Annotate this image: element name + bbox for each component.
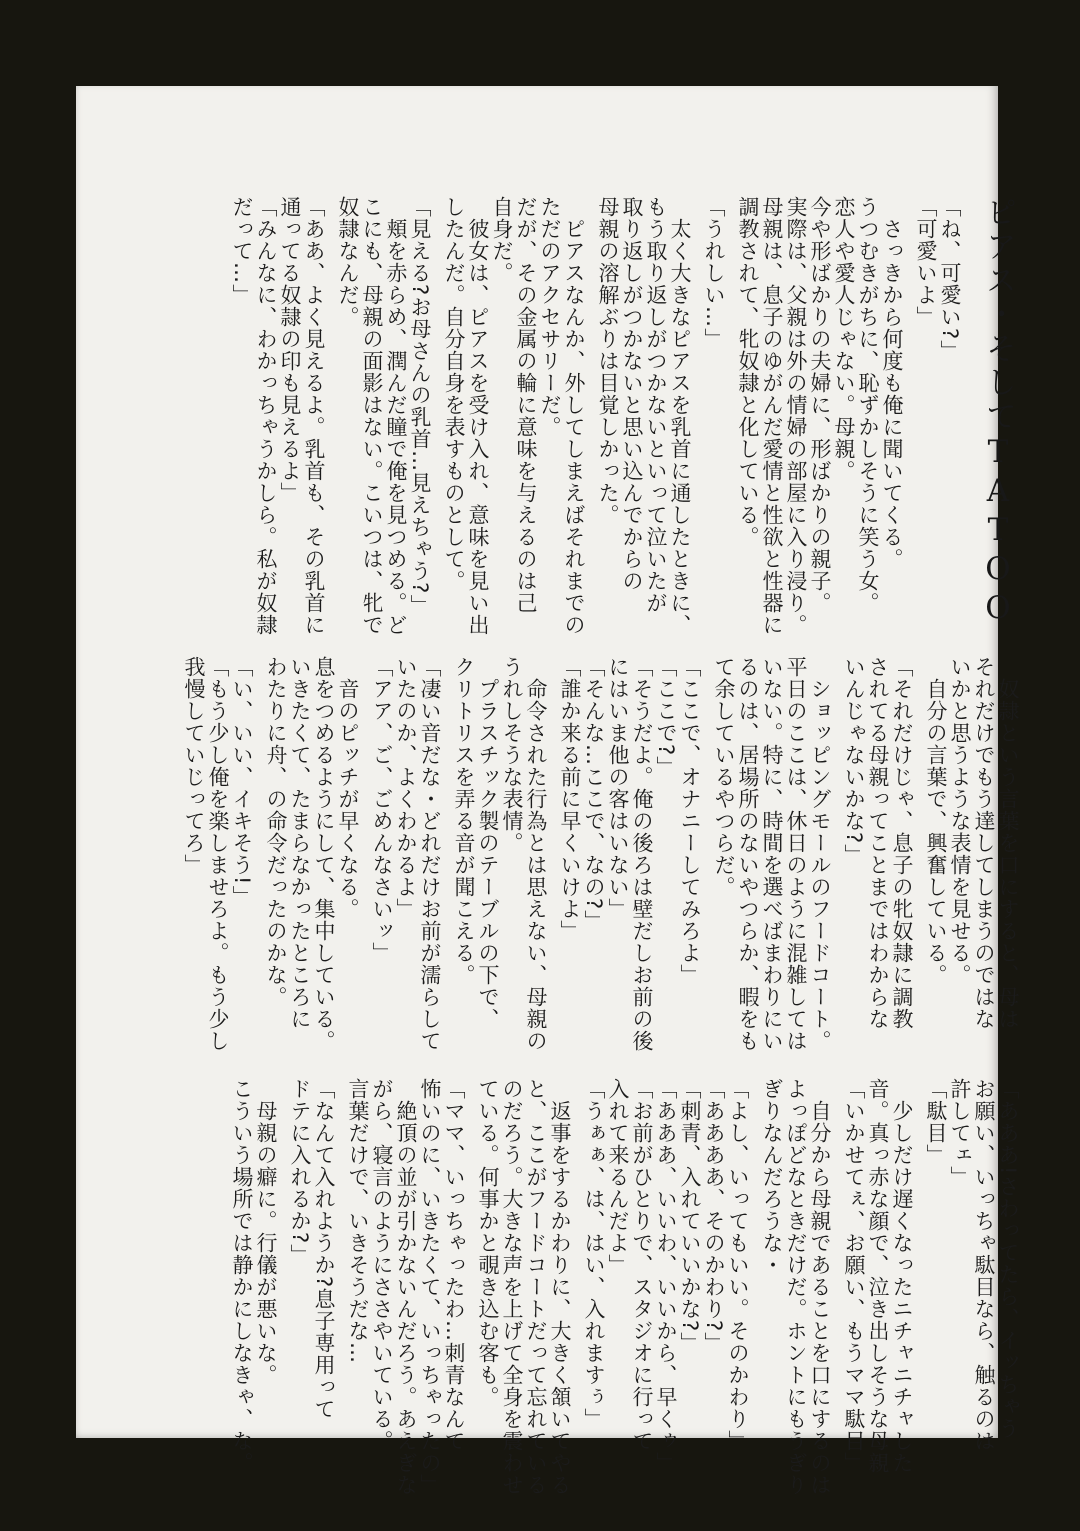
text-band-bottom (172, 1078, 1020, 1516)
text-column: うつむきがちに、恥ずかしそうに笑う女。 (856, 196, 880, 614)
text-column: 「なんて入れようか?息子専用って (312, 1078, 336, 1421)
text-column: 実際は、父親は外の情婦の部屋に入り浸り。 (784, 196, 808, 636)
text-column: 「そうだよ。俺の後ろは壁だしお前の後 (630, 656, 654, 1052)
text-column: 彼女は、ピアスを受け入れ、意味を見い出 (466, 218, 490, 636)
text-column: 「お前がひとりで、スタジオに行って (630, 1078, 654, 1452)
paper-page (76, 86, 1020, 1496)
text-column: 我慢していじってろ」 (182, 656, 206, 876)
text-column: クリトリスを弄る音が聞こえる。 (452, 656, 476, 986)
text-column: 「刺青、入れていいかな?」 (678, 1078, 702, 1355)
text-column: 調教されて、牝奴隷と化している。 (736, 196, 760, 548)
text-column: て余しているやつらだ。 (712, 656, 736, 898)
text-column: 返事をするかわりに、大きく頷いてやる (548, 1100, 572, 1496)
text-column: 「アア、ご、ごめんなさいッ」 (370, 656, 394, 964)
text-column: ぎりなんだろうな・ (760, 1078, 784, 1276)
text-column: 太く大きなピアスを乳首に通したときに、 (668, 218, 692, 636)
text-column: 母親の癖に。行儀が悪いな。 (254, 1100, 278, 1386)
text-column: にはいま他の客はいない」 (606, 656, 630, 920)
text-column: 命令された行為とは思えない、母親の (524, 678, 548, 1052)
text-column: 平日のここは、休日のように混雑しては (784, 656, 808, 1052)
text-column: 音。真っ赤な顔で、泣き出しそうな母親 (866, 1078, 890, 1474)
text-column: ドテに入れるか?」 (288, 1078, 312, 1267)
text-column: 自分の言葉で、興奮している。 (924, 678, 948, 986)
text-column: 息をつめるようにして、集中している。 (312, 656, 336, 1052)
text-column: 自分から母親であることを口にするのは (808, 1100, 832, 1496)
text-column: いない。特に、時間を選べばまわりにい (760, 656, 784, 1052)
text-column: ている。何事かと覗き込む客も。 (476, 1078, 500, 1408)
text-column: 「みんなに、わかっちゃうかしら。私が奴隷 (254, 196, 278, 636)
text-column: こういう場所では静かにしなきゃ、な。 (230, 1078, 254, 1474)
text-column: のだろう。大きな声を上げて全身を震わせ (500, 1078, 524, 1496)
text-column: ただのアクセサリーだ。 (538, 196, 562, 438)
text-band-middle (172, 656, 1020, 1070)
text-column: 「あああ!さわってたら、イッちゃう (996, 1078, 1020, 1440)
text-column: それだけでもう達してしまうのではな (972, 656, 996, 1030)
text-column: 「いかせてぇ、お願い、もうママ駄目」 (842, 1078, 866, 1474)
text-column: 許してェ」 (948, 1078, 972, 1188)
text-column: だって…」 (230, 196, 254, 306)
text-column: 恋人や愛人じゃない。母親。 (832, 196, 856, 482)
page-content (172, 196, 1020, 1522)
text-column: 「もう少し俺を楽しませろよ。もう少し (206, 656, 230, 1052)
text-column: よっぽどなときだけだ。ホントにもうぎり (784, 1078, 808, 1496)
text-column: いかと思うような表情を見せる。 (948, 656, 972, 986)
text-column: わたりに舟、の命令だったのかな。 (264, 656, 288, 1008)
text-column: いんじゃないかな?」 (842, 656, 866, 867)
text-column: 「ここで、オナニーしてみろよ」 (678, 656, 702, 986)
text-column: ピアスなんか、外してしまえばそれまでの (562, 218, 586, 636)
text-column: 今や形ばかりの夫婦に、形ばかりの親子。 (808, 196, 832, 614)
text-column: もう取り返しがつかないといって泣いたが (644, 196, 668, 614)
text-column: さっきから何度も俺に聞いてくる。 (880, 218, 904, 570)
text-column: 自身だ。 (490, 196, 514, 284)
text-column: と、ここがフードコートだって忘れている (524, 1078, 548, 1496)
text-column: 「見える?お母さんの乳首…見えちゃう?」 (408, 196, 432, 617)
text-column: 奴隷なんだ。 (336, 196, 360, 328)
text-column: だが、その金属の輪に意味を与えるのは己 (514, 196, 538, 614)
text-column: 母親は、息子のゆがんだ愛情と性欲と性器に (760, 196, 784, 636)
text-column: 怖いのに、いきたくて、いっちゃったの」 (418, 1078, 442, 1496)
text-column: ショッピングモールのフードコート。 (808, 678, 832, 1052)
text-band-top (172, 196, 1020, 648)
text-column: こにも、母親の面影はない。こいつは、牝で (360, 196, 384, 636)
text-column: 「ママ、いっちゃったわ…刺青なんて (442, 1078, 466, 1452)
text-column: 「うれしい…」 (702, 196, 726, 350)
text-column: プラスチック製のテーブルの下で、 (476, 678, 500, 1030)
text-column: 「それだけじゃ、息子の牝奴隷に調教 (890, 656, 914, 1030)
text-column: 入れて来るんだよ」 (606, 1078, 630, 1276)
text-column: 「い、いい、イキそう!」 (230, 656, 254, 908)
text-column: 奴隷という言葉を口にすると、母は (996, 678, 1020, 1030)
text-column: 「うぁぁ、は、はい、入れますぅ」 (582, 1078, 606, 1430)
text-column: 少しだけ遅くなったニチャニチャした (890, 1100, 914, 1474)
text-column: 「ああ、よく見えるよ。乳首も、その乳首に (302, 196, 326, 636)
text-column: 絶頂の並が引かないんだろう。あえぎな (394, 1100, 418, 1496)
text-column: 通ってる奴隷の印も見えるよ」 (278, 196, 302, 504)
text-column: 頬を赤らめ、潤んだ瞳で俺を見つめる。ど (384, 218, 408, 636)
text-column: 音のピッチが早くなる。 (336, 678, 360, 920)
text-column: うれしそうな表情。 (500, 656, 524, 854)
text-column: いたのか、よくわかるよ」 (394, 656, 418, 920)
text-column: 「そんな…ここで、なの?」 (582, 656, 606, 933)
page-title: ピアス・そしてTATOO (980, 196, 1016, 629)
text-column: 取り返しがつかないと思い込んでからの (620, 196, 644, 592)
text-column: いきたくて、たまらなかったところに (288, 656, 312, 1030)
text-column: 「駄目」 (924, 1078, 948, 1166)
text-column: がら、寝言のようにささやいている。 (370, 1078, 394, 1452)
text-column: されてる母親ってことまではわからな (866, 656, 890, 1030)
text-column: 「誰か来る前に早くいけよ」 (558, 656, 582, 942)
text-column: 「可愛いよ」 (914, 196, 938, 328)
text-column: 「あああ、いいわ、いいから、早くゥ」 (654, 1078, 678, 1474)
text-column: 「ね、可愛い?」 (938, 196, 962, 363)
text-column: 「凄い音だな・どれだけお前が濡らして (418, 656, 442, 1052)
text-column: 「ここで?」 (654, 656, 678, 779)
text-column: 「よし、いってもいい。そのかわり」 (726, 1078, 750, 1452)
text-column: したんだ。自分自身を表すものとして。 (442, 196, 466, 592)
text-column: るのは、居場所のないやつらか、暇をも (736, 656, 760, 1052)
text-column: 「ああああ、そのかわり?」 (702, 1078, 726, 1355)
text-column: 言葉だけで、いきそうだな… (346, 1078, 370, 1364)
text-column: お願い、いっちゃ駄目なら、触るのは (972, 1078, 996, 1452)
text-column: 母親の溶解ぶりは目覚しかった。 (596, 196, 620, 526)
